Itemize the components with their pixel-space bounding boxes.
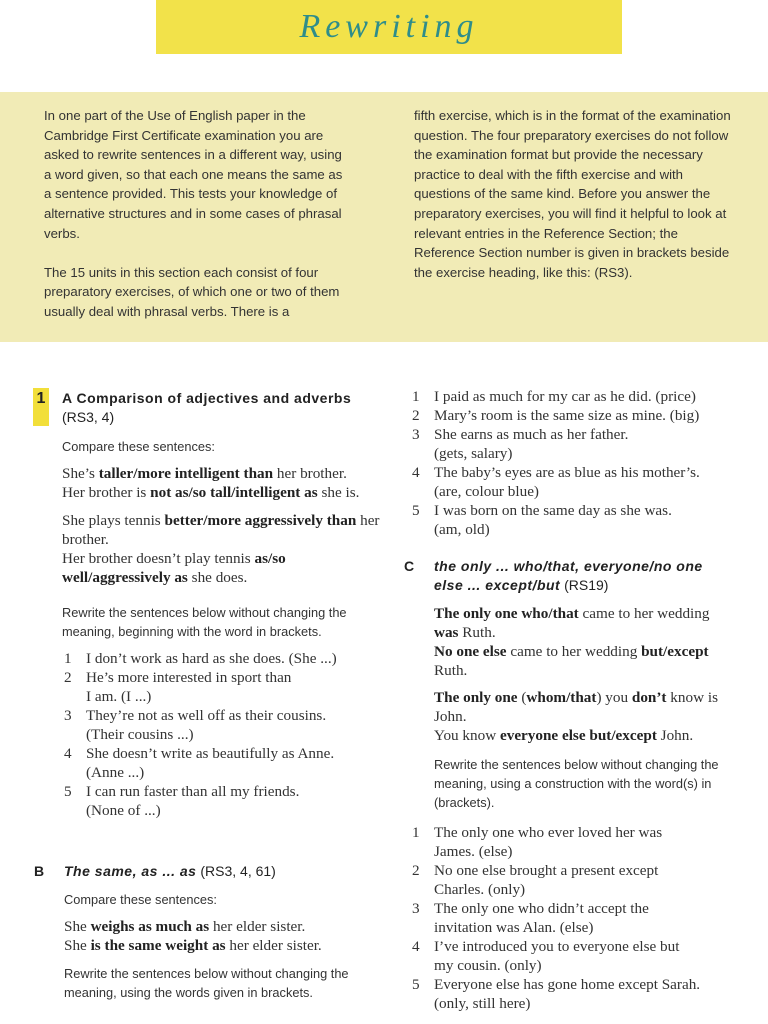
section-a-compare: Compare these sentences: — [62, 439, 215, 454]
section-b-ref: (RS3, 4, 61) — [200, 863, 276, 879]
exercise-item: 1 I paid as much for my car as he did. (price) — [412, 388, 696, 405]
exercise-item: 2 He’s more interested in sport than I am. (I ...) — [64, 669, 292, 705]
example-sentence: The only one who/that came to her wedding was Ruth. No one else came to her wedding but/except Ruth. — [434, 605, 710, 679]
section-b-instruction: Rewrite the sentences below without changing the meaning, using the words given in brackets. — [64, 966, 349, 1000]
exercise-item: 3 They’re not as well off as their cousins. (Their cousins ...) — [64, 707, 327, 743]
section-b-exercises — [410, 387, 760, 539]
exercise-item: 2 No one else brought a present except Charles. (only) — [412, 862, 659, 898]
section-a-exercise-list — [62, 649, 382, 820]
exercise-item: 5 I can run faster than all my friends. (None of ...) — [64, 783, 300, 819]
intro-left-column — [44, 106, 346, 341]
section-b-compare: Compare these sentences: — [64, 892, 217, 907]
example-sentence: She weighs as much as her elder sister. She is the same weight as her elder sister. — [64, 918, 322, 954]
section-c-ref: (RS19) — [564, 577, 609, 593]
section-a-title: A Comparison of adjectives and adverbs — [62, 390, 352, 406]
section-c-title: the only ... who/that, everyone/no one — [434, 558, 703, 574]
exercise-item: 1 I don’t work as hard as she does. (She ...) — [64, 650, 337, 667]
exercise-item: 2 Mary’s room is the same size as mine. (big) — [412, 407, 700, 424]
unit-number: 1 — [36, 390, 46, 407]
section-c-instruction: Rewrite the sentences below without changing the meaning, using a construction with the word(s) in (brackets). — [434, 757, 719, 810]
unit-number-badge — [33, 388, 49, 426]
page-title: Rewriting — [299, 8, 479, 45]
exercise-item: 4 She doesn’t write as beautifully as Anne. (Anne ...) — [64, 745, 335, 781]
section-a-instruction: Rewrite the sentences below without changing the meaning, beginning with the word in brackets. — [62, 605, 347, 639]
intro-right-column — [414, 106, 736, 302]
exercise-item: 5 I was born on the same day as she was. (am, old) — [412, 502, 672, 538]
section-b — [64, 862, 374, 1002]
example-sentence: She’s taller/more intelligent than her brother. Her brother is not as/so tall/intelligent as she is. — [62, 465, 360, 501]
section-b-heading — [64, 862, 374, 881]
section-c-letter: C — [404, 558, 415, 574]
example-sentence: She plays tennis better/more aggressively than her brother. Her brother doesn’t play tennis as/so well/aggressively as she does. — [62, 512, 380, 586]
exercise-item: 4 The baby’s eyes are as blue as his mother’s. (are, colour blue) — [412, 464, 700, 500]
exercise-item: 5 Everyone else has gone home except Sarah. (only, still here) — [412, 976, 701, 1012]
section-b-letter: B — [34, 863, 45, 879]
exercise-item: 1 The only one who ever loved her was James. (else) — [412, 824, 663, 860]
exercise-item: 3 She earns as much as her father. (gets, salary) — [412, 426, 629, 462]
section-b-title: The same, as ... as — [64, 863, 197, 879]
intro-paragraph: The 15 units in this section each consist of four preparatory exercises, of which one or two of them usually deal with phrasal verbs. There is a — [44, 264, 340, 319]
exercise-item: 4 I’ve introduced you to everyone else but my cousin. (only) — [412, 938, 680, 974]
section-c-exercise-list — [410, 823, 754, 1013]
intro-paragraph: fifth exercise, which is in the format of the examination question. The four preparatory exercises do not follow the examination format but provide the necessary practice to deal with the fifth exercise and with questions of the same kind. Before you answer the preparatory exercises, you will find it helpful to look at relevant entries in the Reference Section; the Reference Section number is given in brackets beside the exercise heading, like this: (RS3). — [414, 108, 731, 280]
title-banner — [156, 0, 622, 54]
section-b-exercise-list — [410, 387, 760, 539]
section-c — [412, 557, 754, 1013]
section-c-heading — [434, 557, 754, 595]
intro-paragraph: In one part of the Use of English paper in the Cambridge First Certificate examination you are asked to rewrite sentences in a different way, using a word given, so that each one means the same as a sentence provided. This tests your knowledge of alternative structures and in some cases of phrasal verbs. — [44, 108, 343, 241]
example-sentence: The only one (whom/that) you don’t know is John. You know everyone else but/except John. — [434, 689, 718, 744]
intro-box — [0, 92, 768, 342]
section-a-ref: (RS3, 4) — [62, 409, 115, 425]
section-a — [62, 389, 382, 820]
section-c-title-2: else ... except/but — [434, 577, 561, 593]
section-a-heading — [62, 389, 382, 427]
exercise-item: 3 The only one who didn’t accept the invitation was Alan. (else) — [412, 900, 649, 936]
